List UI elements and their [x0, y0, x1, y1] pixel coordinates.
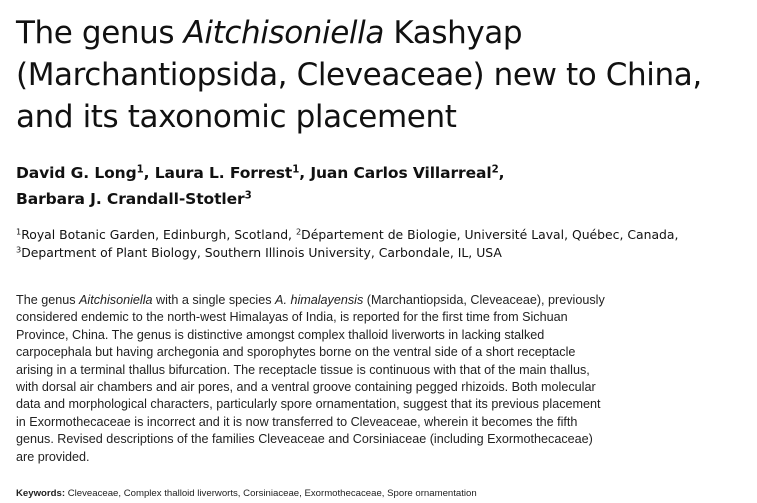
author-separator: , — [143, 164, 155, 182]
abstract-line: carpocephala but having archegonia and sporophytes borne on the ventral side of a short receptacle — [16, 345, 576, 360]
abstract-line: are provided. — [16, 449, 90, 464]
affiliation-marker: 1 — [292, 164, 300, 176]
abstract — [16, 292, 744, 466]
author-name: Laura L. Forrest — [154, 164, 293, 182]
affiliation-number: 2 — [295, 226, 302, 237]
keywords-list: Cleveaceae, Complex thalloid liverworts, Corsiniaceae, Exormothecaceae, Spore ornamentation — [65, 488, 477, 499]
abstract-text: with a single species — [152, 293, 276, 307]
author-separator: , — [299, 164, 311, 182]
article-title — [16, 12, 751, 138]
author-line-2 — [16, 186, 751, 212]
abstract-text: (Marchantiopsida, Cleveaceae), previously — [363, 293, 605, 307]
title-genus-name: Aitchisoniella — [183, 15, 384, 51]
affiliations — [16, 226, 751, 261]
affiliation-line-2 — [16, 244, 751, 262]
affiliation-text: Département de Biologie, Université Laval, Québec, Canada, — [301, 227, 679, 242]
abstract-line: arising in a terminal thallus bifurcation. The receptacle tissue is continuous with that of the main thallus, — [16, 362, 590, 377]
title-authority: Kashyap — [383, 15, 523, 51]
abstract-line: in Exormothecaceae is incorrect and it is now transferred to Cleveaceae, wherein it becomes the fifth — [16, 414, 578, 429]
abstract-genus-name: Aitchisoniella — [79, 293, 153, 307]
abstract-line: genus. Revised descriptions of the families Cleveaceae and Corsiniaceae (including Exormothecaceae) — [16, 432, 593, 447]
author-name: Barbara J. Crandall-Stotler — [16, 190, 245, 208]
affiliation-line-1 — [16, 226, 751, 244]
affiliation-number: 1 — [16, 226, 22, 237]
abstract-line: Province, China. The genus is distinctive amongst complex thalloid liverworts in lacking stalked — [16, 327, 545, 342]
affiliation-text: Department of Plant Biology, Southern Illinois University, Carbondale, IL, USA — [21, 244, 502, 260]
affiliation-marker: 1 — [136, 164, 144, 176]
author-list — [16, 160, 751, 212]
affiliation-marker: 3 — [244, 190, 252, 202]
title-text: The genus — [16, 15, 184, 51]
author-name: Juan Carlos Villarreal — [310, 164, 492, 182]
author-separator: , — [498, 164, 505, 182]
affiliation-marker: 2 — [491, 164, 499, 176]
keywords — [16, 487, 751, 500]
author-line-1 — [16, 160, 751, 186]
title-line-3: and its taxonomic placement — [16, 99, 457, 135]
abstract-line: with dorsal air chambers and air pores, and a ventral groove containing pegged rhizoids. Both molecular — [16, 380, 596, 395]
keywords-label: Keywords: — [16, 488, 66, 499]
abstract-line: data and morphological characters, particularly spore ornamentation, suggest that its previous placement — [16, 397, 601, 412]
author-name: David G. Long — [16, 164, 137, 182]
abstract-line: considered endemic to the north-west Himalayas of India, is reported for the first time from Sichuan — [16, 310, 568, 325]
title-line-2: (Marchantiopsida, Cleveaceae) new to China, — [16, 57, 702, 93]
title-line-1 — [16, 12, 751, 54]
abstract-text: The genus — [16, 293, 80, 307]
affiliation-text: Royal Botanic Garden, Edinburgh, Scotland, — [21, 227, 296, 242]
affiliation-number: 3 — [16, 244, 22, 254]
abstract-line — [16, 292, 744, 309]
abstract-species-name: A. himalayensis — [275, 293, 364, 307]
